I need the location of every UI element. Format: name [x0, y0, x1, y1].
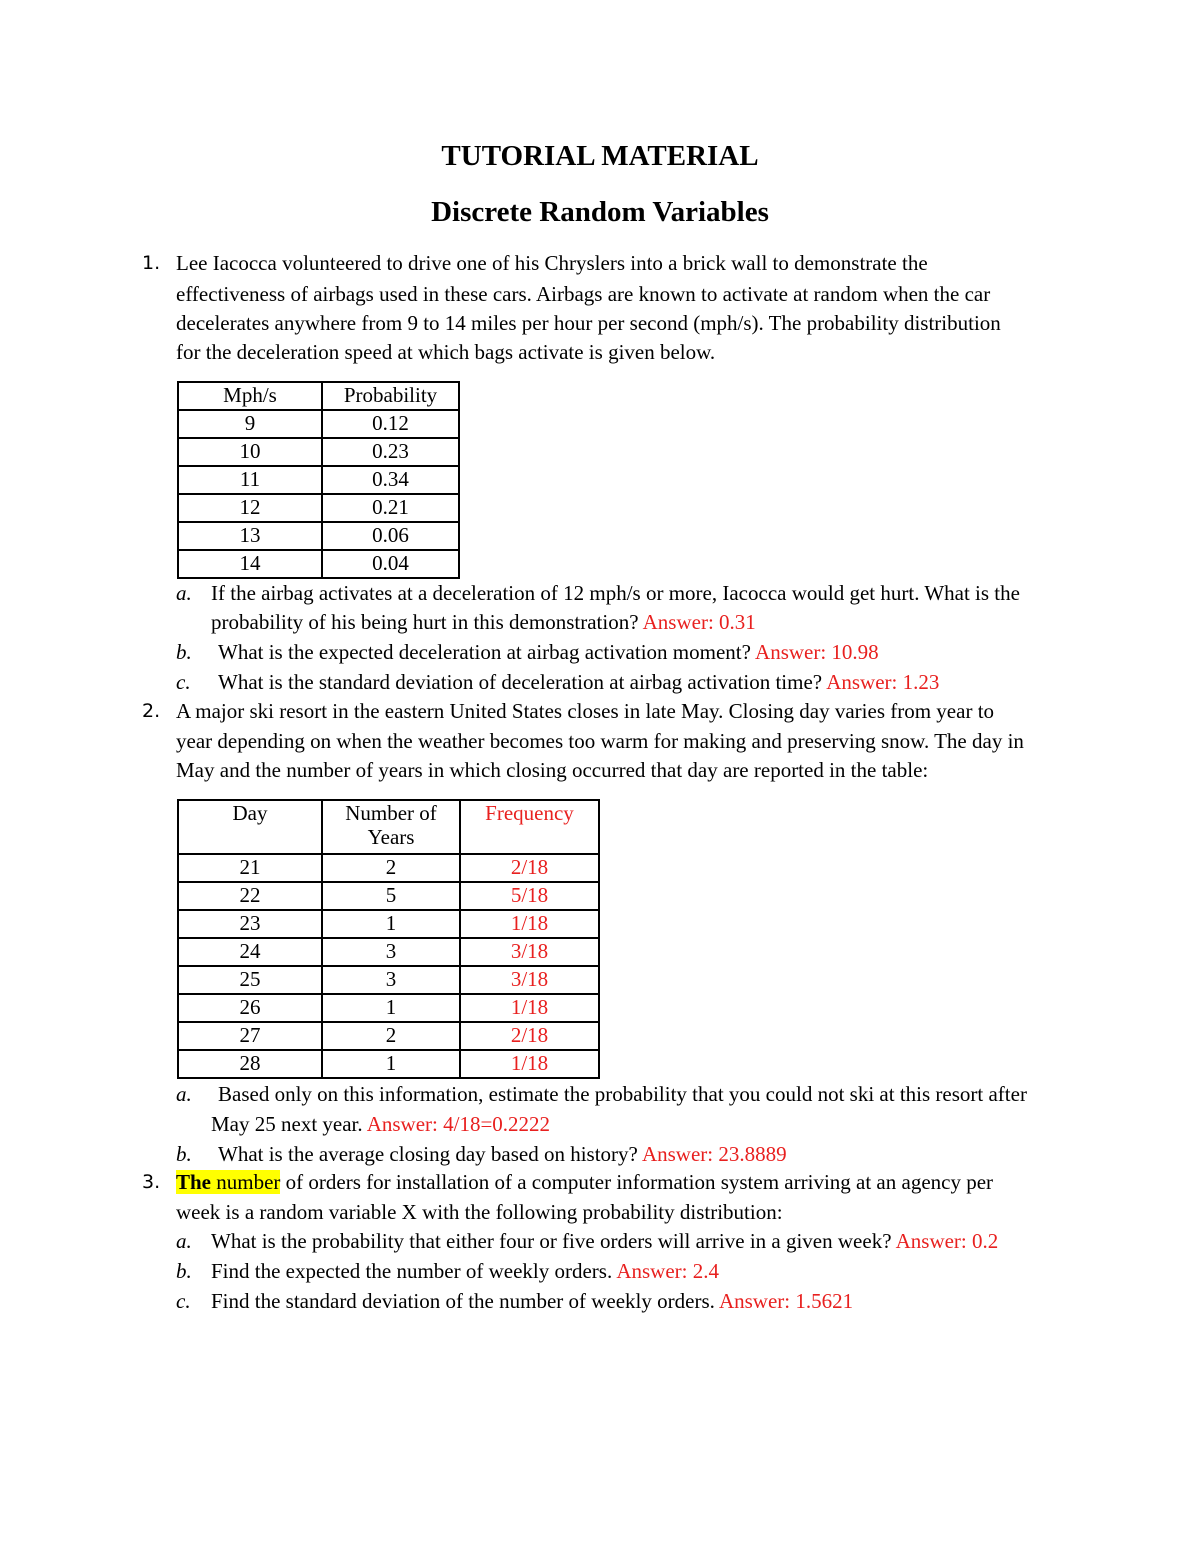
table-row — [178, 882, 599, 910]
table-row — [178, 466, 459, 494]
table-row — [178, 1022, 599, 1050]
table-cell: 3/18 — [460, 938, 599, 966]
ski-closing-table — [177, 799, 600, 1079]
q2-number: 2. — [142, 700, 161, 722]
q3-part-c-answer: Answer: 1.5621 — [718, 1289, 854, 1313]
q1-line-4: for the deceleration speed at which bags activate is given below. — [176, 340, 716, 364]
q2-part-a-line-1: Based only on this information, estimate the probability that you could not ski at this resort after — [218, 1082, 1027, 1106]
document-title: TUTORIAL MATERIAL — [441, 140, 759, 172]
table-header-row — [178, 382, 459, 410]
q1-part-a-text: probability of his being hurt in this demonstration? — [211, 610, 639, 634]
q2-line-2: year depending on when the weather becomes too warm for making and preserving snow. The day in — [176, 729, 1024, 753]
table-cell: 27 — [178, 1022, 322, 1050]
q1-line-3: decelerates anywhere from 9 to 14 miles per hour per second (mph/s). The probability distribution — [176, 311, 1001, 335]
table-header-cell: Frequency — [460, 800, 599, 854]
q2-part-a-label: a. — [176, 1082, 192, 1106]
q1-part-c-text: What is the standard deviation of deceleration at airbag activation time? — [218, 670, 823, 694]
q1-part-a-line-2 — [211, 609, 756, 635]
q1-line-1: Lee Iacocca volunteered to drive one of his Chryslers into a brick wall to demonstrate the — [176, 251, 928, 275]
table-row — [178, 910, 599, 938]
table-row — [178, 550, 459, 578]
table-cell: 12 — [178, 494, 322, 522]
q1-part-a-label: a. — [176, 581, 192, 605]
table-row — [178, 854, 599, 882]
q2-line-3: May and the number of years in which closing occurred that day are reported in the table: — [176, 758, 929, 782]
table-cell: 3 — [322, 966, 460, 994]
table-cell: 23 — [178, 910, 322, 938]
q3-part-b-answer: Answer: 2.4 — [616, 1259, 719, 1283]
table-cell: 26 — [178, 994, 322, 1022]
q1-part-a-answer: Answer: 0.31 — [642, 610, 756, 634]
airbag-table — [177, 381, 460, 579]
q1-part-c — [218, 669, 939, 695]
q2-part-a-text: May 25 next year. — [211, 1112, 363, 1136]
table-row — [178, 938, 599, 966]
q1-part-b-label: b. — [176, 640, 192, 664]
q3-part-b — [211, 1258, 719, 1284]
table-cell: 0.06 — [322, 522, 459, 550]
q2-part-b-text: What is the average closing day based on history? — [218, 1142, 638, 1166]
q3-line-1 — [176, 1169, 993, 1195]
q2-part-a-answer: Answer: 4/18=0.2222 — [366, 1112, 551, 1136]
q1-part-c-answer: Answer: 1.23 — [826, 670, 940, 694]
table-cell: 5 — [322, 882, 460, 910]
q1-line-2: effectiveness of airbags used in these cars. Airbags are known to activate at random when the car — [176, 282, 991, 306]
q1-part-b-text: What is the expected deceleration at airbag activation moment? — [218, 640, 751, 664]
table-cell: 13 — [178, 522, 322, 550]
header-years-line-2: Years — [367, 825, 415, 849]
table-cell: 0.23 — [322, 438, 459, 466]
q3-number: 3. — [142, 1171, 161, 1193]
table-row — [178, 522, 459, 550]
table-row — [178, 410, 459, 438]
table-cell: 0.34 — [322, 466, 459, 494]
table-header-cell: Probability — [322, 382, 459, 410]
table-cell: 1/18 — [460, 994, 599, 1022]
q3-part-b-label: b. — [176, 1259, 192, 1283]
q3-part-a-answer: Answer: 0.2 — [895, 1229, 999, 1253]
q1-number: 1. — [142, 252, 161, 274]
q2-part-b-answer: Answer: 23.8889 — [641, 1142, 787, 1166]
q3-highlight-the: The — [176, 1170, 212, 1194]
q2-part-a-line-2 — [211, 1111, 550, 1137]
q2-part-b — [218, 1141, 787, 1167]
q2-line-1: A major ski resort in the eastern United States closes in late May. Closing day varies from year to — [176, 699, 995, 723]
q3-line-1-rest: of orders for installation of a computer information system arriving at an agency per — [280, 1170, 994, 1194]
q1-part-b — [218, 639, 879, 665]
table-header-cell — [322, 800, 460, 854]
table-cell: 28 — [178, 1050, 322, 1078]
table-cell: 2/18 — [460, 1022, 599, 1050]
q3-part-c — [211, 1288, 853, 1314]
table-header-row — [178, 800, 599, 854]
table-cell: 2 — [322, 1022, 460, 1050]
table-cell: 21 — [178, 854, 322, 882]
table-cell: 1 — [322, 994, 460, 1022]
table-cell: 2 — [322, 854, 460, 882]
table-row — [178, 994, 599, 1022]
q1-part-c-label: c. — [176, 670, 191, 694]
table-cell: 11 — [178, 466, 322, 494]
table-cell: 25 — [178, 966, 322, 994]
table-cell: 5/18 — [460, 882, 599, 910]
table-cell: 1 — [322, 910, 460, 938]
table-cell: 3 — [322, 938, 460, 966]
table-cell: 9 — [178, 410, 322, 438]
table-cell: 14 — [178, 550, 322, 578]
table-cell: 1/18 — [460, 910, 599, 938]
table-cell: 0.04 — [322, 550, 459, 578]
q2-part-b-label: b. — [176, 1142, 192, 1166]
table-cell: 2/18 — [460, 854, 599, 882]
document-subtitle: Discrete Random Variables — [431, 196, 769, 228]
table-header-cell: Mph/s — [178, 382, 322, 410]
table-cell: 0.12 — [322, 410, 459, 438]
q3-highlight-number: number — [211, 1170, 281, 1194]
q3-line-2: week is a random variable X with the following probability distribution: — [176, 1200, 783, 1224]
table-row — [178, 1050, 599, 1078]
q1-part-a-line-1: If the airbag activates at a deceleration of 12 mph/s or more, Iacocca would get hurt. What is the — [211, 581, 1020, 605]
table-cell: 10 — [178, 438, 322, 466]
table-cell: 22 — [178, 882, 322, 910]
table-row — [178, 494, 459, 522]
q3-part-c-text: Find the standard deviation of the number of weekly orders. — [211, 1289, 715, 1313]
table-cell: 3/18 — [460, 966, 599, 994]
table-cell: 24 — [178, 938, 322, 966]
table-header-cell: Day — [178, 800, 322, 854]
table-row — [178, 438, 459, 466]
table-row — [178, 966, 599, 994]
q3-part-b-text: Find the expected the number of weekly orders. — [211, 1259, 613, 1283]
q1-part-b-answer: Answer: 10.98 — [755, 640, 879, 664]
q3-part-a-label: a. — [176, 1229, 192, 1253]
table-cell: 1 — [322, 1050, 460, 1078]
table-cell: 1/18 — [460, 1050, 599, 1078]
table-cell: 0.21 — [322, 494, 459, 522]
q3-part-c-label: c. — [176, 1289, 191, 1313]
header-years-line-1: Number of — [345, 801, 437, 825]
q3-part-a — [211, 1228, 998, 1254]
q3-part-a-text: What is the probability that either four or five orders will arrive in a given week? — [211, 1229, 892, 1253]
